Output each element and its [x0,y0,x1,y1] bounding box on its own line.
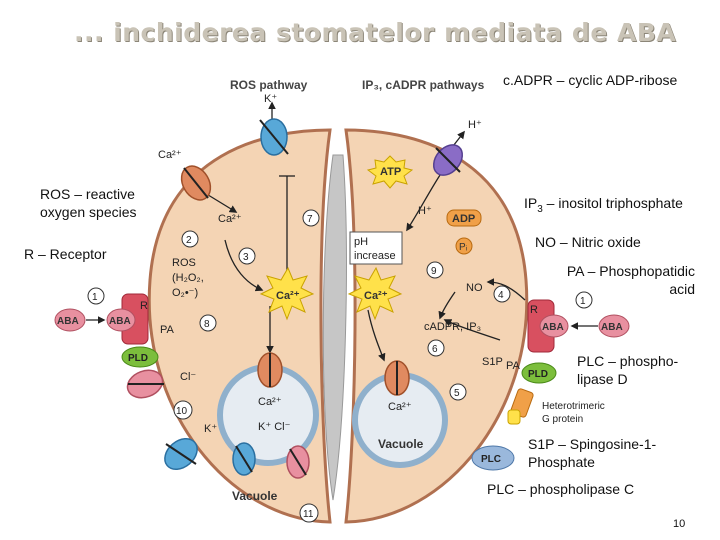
step-9 [427,262,443,278]
plc-label: PLC [481,454,501,465]
svg-text:11: 11 [303,509,314,520]
receptor-left-label: R [140,300,148,312]
legend-no: NO – Nitric oxide [535,234,641,250]
label-k-bottom: K⁺ [204,423,218,435]
svg-text:ATP: ATP [380,166,402,178]
step-11 [300,504,318,522]
legend-ros: ROS – reactive oxygen species [40,186,137,220]
svg-text:3: 3 [243,252,249,263]
legend-cadpr: c.ADPR – cyclic ADP-ribose [503,72,678,88]
step-3 [239,248,255,264]
legend-ip3: $IP_3$ – inositol triphosphate [524,195,683,215]
step-7 [303,210,319,226]
stomatal-pore [323,155,346,500]
ph-label-1: pH [354,236,369,248]
label-ca-vacuole-left: Ca²⁺ [258,396,282,408]
k-channel-top [260,119,288,155]
atp-burst [368,156,412,188]
step-4 [494,286,510,302]
legend-pa: PA – Phosphopatidic acid [566,263,695,297]
heading-ip3-pathways: IP₃, cADPR pathways [362,78,485,92]
g-protein-label-1: Heterotrimeric [542,401,605,412]
step-2 [182,231,198,247]
heading-ros-pathway: ROS pathway [230,78,308,92]
legend-plc-d: PLC – phospho-lipase D [577,353,679,387]
pld-left-label: PLD [128,353,148,364]
svg-text:Ca²⁺: Ca²⁺ [276,290,300,302]
legend-s1p: S1P – Spingosine-1-Phosphate [528,436,657,470]
svg-text:2: 2 [186,235,192,246]
svg-text:1: 1 [580,296,586,307]
pi-label: Pᵢ [459,242,468,253]
label-k-top: K⁺ [264,93,278,105]
aba-free-left-label: ABA [57,316,79,327]
label-cadpr-ip3: cADPR, IP₃ [424,321,482,333]
g-protein-label-2: G protein [542,414,584,425]
svg-text:6: 6 [432,344,438,355]
label-pa-right: PA [506,360,520,372]
right-vacuole-channel [385,361,409,395]
label-ros-1: ROS [172,257,196,269]
slide-title: ... inchiderea stomatelor mediata de ABA [74,18,677,47]
label-h-top: H⁺ [468,119,482,131]
label-ca-vacuole-right: Ca²⁺ [388,401,412,413]
svg-text:9: 9 [431,266,437,277]
label-pa-left: PA [160,324,174,336]
label-ca-inside: Ca²⁺ [218,213,242,225]
svg-text:Ca²⁺: Ca²⁺ [364,290,388,302]
vacuole-k-channel [233,443,255,475]
label-vacuole-right: Vacuole [378,437,424,451]
label-vacuole-left: Vacuole [232,489,278,503]
receptor-right-label: R [530,304,538,316]
label-k-cl: K⁺ Cl⁻ [258,421,291,433]
pld-right-label: PLD [528,369,548,380]
step-1-left [88,288,104,304]
label-no: NO [466,282,483,294]
aba-bound-right-label: ABA [542,322,564,333]
aba-bound-left-label: ABA [109,316,131,327]
page-number: 10 [673,518,686,530]
step-6 [428,340,444,356]
legend-r: R – Receptor [24,246,107,262]
step-5 [450,384,466,400]
svg-text:4: 4 [498,290,504,301]
vacuole-cl-channel [287,446,309,478]
g-protein [508,388,534,424]
label-ca-outside: Ca²⁺ [158,149,182,161]
svg-text:1: 1 [92,292,98,303]
label-ros-2: (H₂O₂, [172,272,204,284]
label-s1p: S1P [482,356,503,368]
svg-text:10: 10 [176,406,188,417]
legend-plc-c: PLC – phospholipase C [487,481,635,497]
step-8 [200,315,216,331]
label-cl: Cl⁻ [180,371,197,383]
ph-label-2: increase [354,250,396,262]
step-10 [174,401,192,419]
label-ros-3: O₂•⁻) [172,287,199,299]
adp-label: ADP [452,213,476,225]
label-h-inside: H⁺ [418,205,432,217]
svg-text:7: 7 [307,214,313,225]
aba-free-right-label: ABA [601,322,623,333]
ros-inner-channel [258,353,282,387]
svg-text:5: 5 [454,388,460,399]
svg-text:8: 8 [204,319,210,330]
